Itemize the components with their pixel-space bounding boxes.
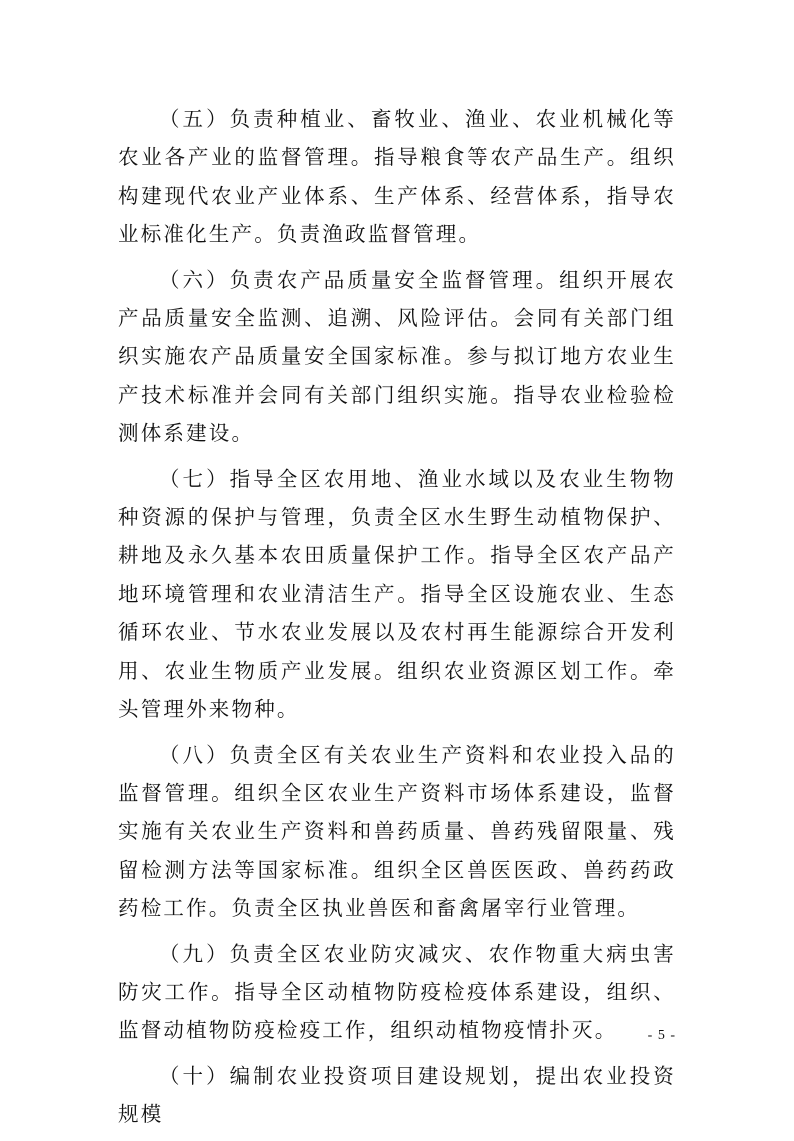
document-body [118,100,676,1141]
page-number: - 5 - [647,1028,676,1043]
paragraph-7: （七）指导全区农用地、渔业水域以及农业生物物种资源的保护与管理，负责全区水生野生动植物保护、耕地及永久基本农田质量保护工作。指导全区农产品产地环境管理和农业清洁生产。指导全区设施农业、生态循环农业、节水农业发展以及农村再生能源综合开发利用、农业生物质产业发展。组织农业资源区划工作。牵头管理外来物种。 [118,466,676,722]
paragraph-9: （九）负责全区农业防灾减灾、农作物重大病虫害防灾工作。指导全区动植物防疫检疫体系建设，组织、监督动植物防疫检疫工作，组织动植物疫情扑灭。 [118,941,676,1043]
paragraph-5: （五）负责种植业、畜牧业、渔业、农业机械化等农业各产业的监督管理。指导粮食等农产品生产。组织构建现代农业产业体系、生产体系、经营体系，指导农业标准化生产。负责渔政监督管理。 [118,107,676,247]
paragraph-10: （十）编制农业投资项目建设规划，提出农业投资规模 [118,1063,676,1127]
paragraph-8: （八）负责全区有关农业生产资料和农业投入品的监督管理。组织全区农业生产资料市场体系建设，监督实施有关农业生产资料和兽药质量、兽药残留限量、残留检测方法等国家标准。组织全区兽医医政、兽药药政药检工作。负责全区执业兽医和畜禽屠宰行业管理。 [118,742,676,921]
paragraph-6: （六）负责农产品质量安全监督管理。组织开展农产品质量安全监测、追溯、风险评估。会同有关部门组织实施农产品质量安全国家标准。参与拟订地方农业生产技术标准并会同有关部门组织实施。指导农业检验检测体系建设。 [118,267,676,446]
